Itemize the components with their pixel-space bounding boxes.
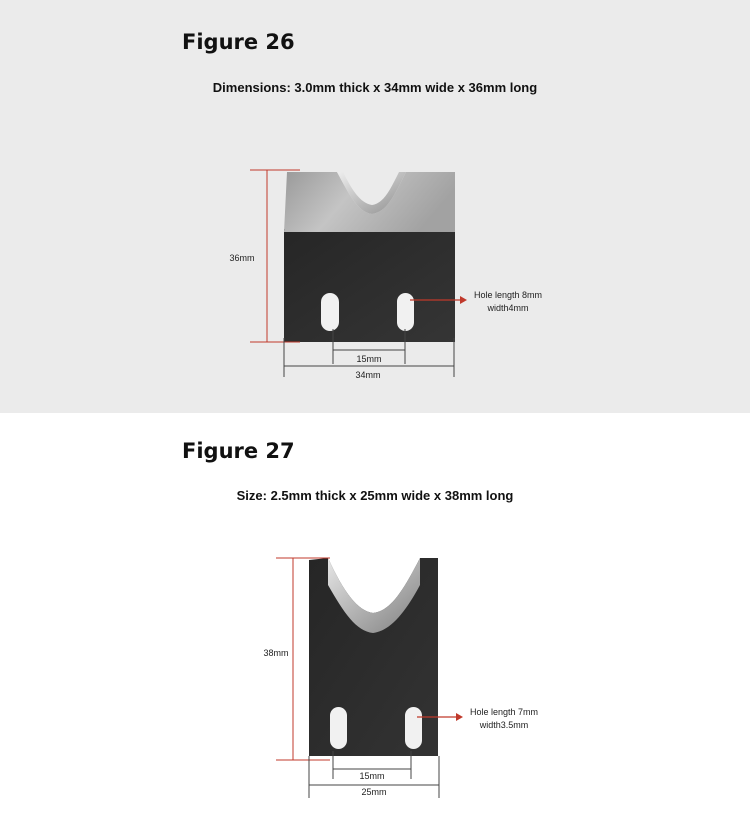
figure-26-diagram [0,0,750,413]
figure-26-panel [0,0,750,413]
blade-26-lower-body [284,229,455,342]
hole-note-27-line1: Hole length 7mm [469,707,539,717]
hole-note-27-line2: width3.5mm [479,720,529,730]
slot-left-26 [321,293,339,331]
dim-spacing-27: 15mm [359,771,385,781]
figure-27-diagram [0,413,750,832]
figure-27-title: Figure 27 [182,439,295,463]
dim-height-27: 38mm [263,648,289,658]
blade-26-ground-face [284,172,455,232]
slot-right-26 [397,293,414,331]
hole-note-26-line1: Hole length 8mm [473,290,543,300]
arrow-head-icon [460,296,467,304]
dim-width-26: 34mm [355,370,381,380]
figure-27-spec: Size: 2.5mm thick x 25mm wide x 38mm long [236,488,514,503]
figure-27-panel [0,413,750,832]
arrow-head-icon [456,713,463,721]
hole-note-26-line2: width4mm [487,303,529,313]
figure-26-spec: Dimensions: 3.0mm thick x 34mm wide x 36mm long [212,80,538,95]
slot-right-27 [405,707,422,749]
dim-height-26: 36mm [229,253,255,263]
dim-width-27: 25mm [361,787,387,797]
figure-26-title: Figure 26 [182,30,295,54]
slot-left-27 [330,707,347,749]
dim-spacing-26: 15mm [356,354,382,364]
